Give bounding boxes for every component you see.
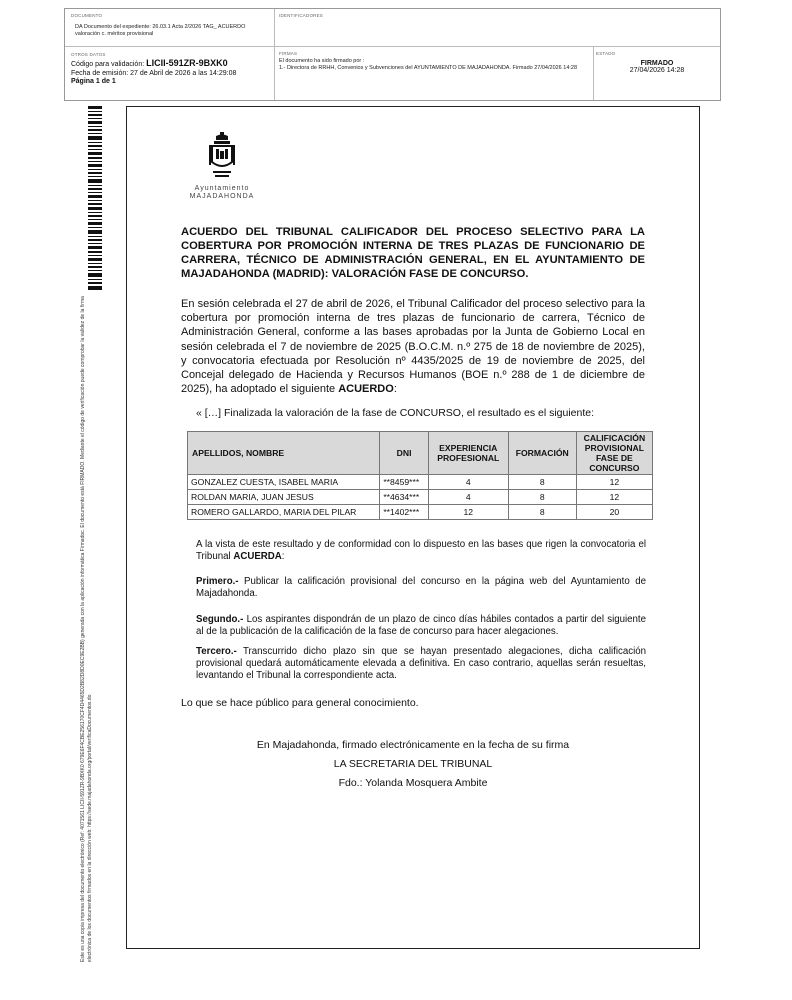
public-notice: Lo que se hace público para general conocimiento. (181, 697, 419, 709)
point-second (196, 614, 646, 638)
identifiers-caption: IDENTIFICADORES (279, 13, 324, 18)
point-first-text: Publicar la calificación provisional del concurso en la página web del Ayuntamiento de Majadahonda. (196, 576, 646, 600)
signatures-caption: FIRMAS (279, 51, 298, 56)
table-row (188, 475, 653, 490)
table-row (188, 505, 653, 520)
state-caption: ESTADO (596, 51, 616, 56)
validation-code[interactable]: LICII-591ZR-9BXK0 (146, 58, 228, 68)
total-score: 12 (576, 490, 652, 505)
table-row (188, 490, 653, 505)
acuerdo-bold: ACUERDO (338, 383, 394, 396)
verification-side-text: Este es una copia impresa del documento electrónico (Ref: 4071561 LICII-591ZR-9BXK0 679E6F4CBE256170CF4D4465D2B82D8D0EC9E2BB) generada con la aplicación informática Firmadoc. El documento está FIRMADO. Mediante el código de verificación puede comprobar la validez de la firma electrónica de los documentos firmados en la dirección web: https://sede.majadahonda.org/portal/verificaDocumentos.do (80, 296, 93, 962)
candidate-dni: **1402*** (380, 505, 429, 520)
point-first-label: Primero.- (196, 576, 239, 587)
state-badge: FIRMADO (640, 60, 674, 67)
experience-score: 4 (428, 490, 508, 505)
issue-date: Fecha de emisión: 27 de Abril de 2026 a las 14:29:08 (71, 69, 237, 77)
total-score: 12 (576, 475, 652, 490)
col-training-header: FORMACIÓN (508, 432, 576, 475)
logo-line-1: Ayuntamiento (194, 185, 250, 192)
resolution-intro-text: A la vista de este resultado y de conformidad con lo dispuesto en las bases que rigen la convocatoria el Tribunal (196, 539, 646, 563)
table-header-row (188, 432, 653, 475)
signature-role: LA SECRETARIA DEL TRIBUNAL (333, 758, 493, 770)
point-third-text: Transcurrido dicho plazo sin que se hayan presentado alegaciones, dicha calificación provisional quedará automáticamente elevada a definitiva. En caso contrario, aquellas serán resueltas, levantando el Tribunal la correspondiente acta. (196, 646, 646, 682)
document-title: ACUERDO DEL TRIBUNAL CALIFICADOR DEL PROCESO SELECTIVO PARA LA COBERTURA POR PROMOCIÓN INTERNA DE TRES PLAZAS DE FUNCIONARIO DE CARRERA, TÉCNICO DE ADMINISTRACIÓN GENERAL, EN EL AYUNTAMIENTO DE MAJADAHONDA (MADRID): VALORACIÓN FASE DE CONCURSO. (181, 226, 645, 280)
training-score: 8 (508, 490, 576, 505)
point-third (196, 646, 646, 683)
col-name-header: APELLIDOS, NOMBRE (188, 432, 380, 475)
experience-score: 12 (428, 505, 508, 520)
barcode-image (88, 106, 102, 290)
total-score: 20 (576, 505, 652, 520)
candidate-name: GONZALEZ CUESTA, ISABEL MARIA (188, 475, 380, 490)
signature-place: En Majadahonda, firmado electrónicamente en la fecha de su firma (256, 739, 570, 751)
results-table (187, 431, 653, 520)
coat-of-arms-icon (207, 132, 237, 180)
point-first (196, 576, 646, 600)
point-second-label: Segundo.- (196, 614, 244, 625)
candidate-name: ROMERO GALLARDO, MARIA DEL PILAR (188, 505, 380, 520)
majadahonda-logo (188, 132, 256, 202)
state-date: 27/04/2026 14:28 (629, 67, 685, 74)
page-count: Página 1 de 1 (71, 78, 116, 85)
acuerda-bold: ACUERDA (233, 551, 282, 563)
point-second-text: Los aspirantes dispondrán de un plazo de cinco días hábiles contados a partir del siguiente al de la publicación de la calificación de la fase de concurso para hacer alegaciones. (196, 614, 646, 638)
logo-line-2: MAJADAHONDA (189, 193, 255, 200)
training-score: 8 (508, 505, 576, 520)
col-dni-header: DNI (380, 432, 429, 475)
signatures-text: El documento ha sido firmado por : 1.- Directora de RRHH, Convenios y Subvenciones del AYUNTAMIENTO DE MAJADAHONDA. Firmado 27/04/2026 14:28 (279, 58, 578, 71)
results-intro: « […] Finalizada la valoración de la fase de CONCURSO, el resultado es el siguiente: (196, 407, 595, 419)
resolution-intro: A la vista de este resultado y de conformidad con lo dispuesto en las bases que rigen la convocatoria el Tribunal ACUERDA: (196, 539, 646, 563)
candidate-dni: **4634*** (380, 490, 429, 505)
document-description: DA Documento del expediente: 26.03.1 Acta 2/2026 TAG_ ACUERDO valoración c. méritos provisional (75, 24, 246, 37)
candidate-dni: **8459*** (380, 475, 429, 490)
signature-header (64, 8, 721, 101)
point-third-label: Tercero.- (196, 646, 237, 657)
col-experience-header: EXPERIENCIA PROFESIONAL (428, 432, 508, 475)
main-paragraph: En sesión celebrada el 27 de abril de 2026, el Tribunal Calificador del proceso selectivo para la cobertura por promoción interna de tres plazas de funcionario de carrera, Técnico de Administración General, conforme a las bases aprobadas por la Junta de Gobierno Local en sesión celebrada el 7 de noviembre de 2025 (B.O.C.M. n.º 275 de 18 de noviembre de 2025), y convocatoria efectuada por Resolución nº 4435/2025 de 19 de noviembre de 2025, del Concejal delegado de Hacienda y Recursos Humanos (BOE n.º 288 de 1 de diciembre de 2025), ha adoptado el siguiente ACUERDO: (181, 298, 645, 396)
validation-label: Código para validación: (71, 61, 145, 68)
candidate-name: ROLDAN MARIA, JUAN JESUS (188, 490, 380, 505)
col-score-header: CALIFICACIÓN PROVISIONAL FASE DE CONCURSO (576, 432, 652, 475)
training-score: 8 (508, 475, 576, 490)
other-data-caption: OTROS DATOS (71, 52, 106, 57)
document-caption: DOCUMENTO (71, 13, 103, 18)
experience-score: 4 (428, 475, 508, 490)
main-paragraph-text: En sesión celebrada el 27 de abril de 2026, el Tribunal Calificador del proceso selectivo para la cobertura por promoción interna de tres plazas de funcionario de carrera, Técnico de Administración General, conforme a las bases aprobadas por la Junta de Gobierno Local en sesión celebrada el 7 de noviembre de 2025 (B.O.C.M. n.º 275 de 18 de noviembre de 2025), y convocatoria efectuada por Resolución nº 4435/2025 de 19 de noviembre de 2025, del Concejal delegado de Hacienda y Recursos Humanos (BOE n.º 288 de 1 de diciembre de 2025), ha adoptado el siguiente (181, 298, 645, 396)
signature-name: Fdo.: Yolanda Mosquera Ambite (338, 777, 488, 789)
